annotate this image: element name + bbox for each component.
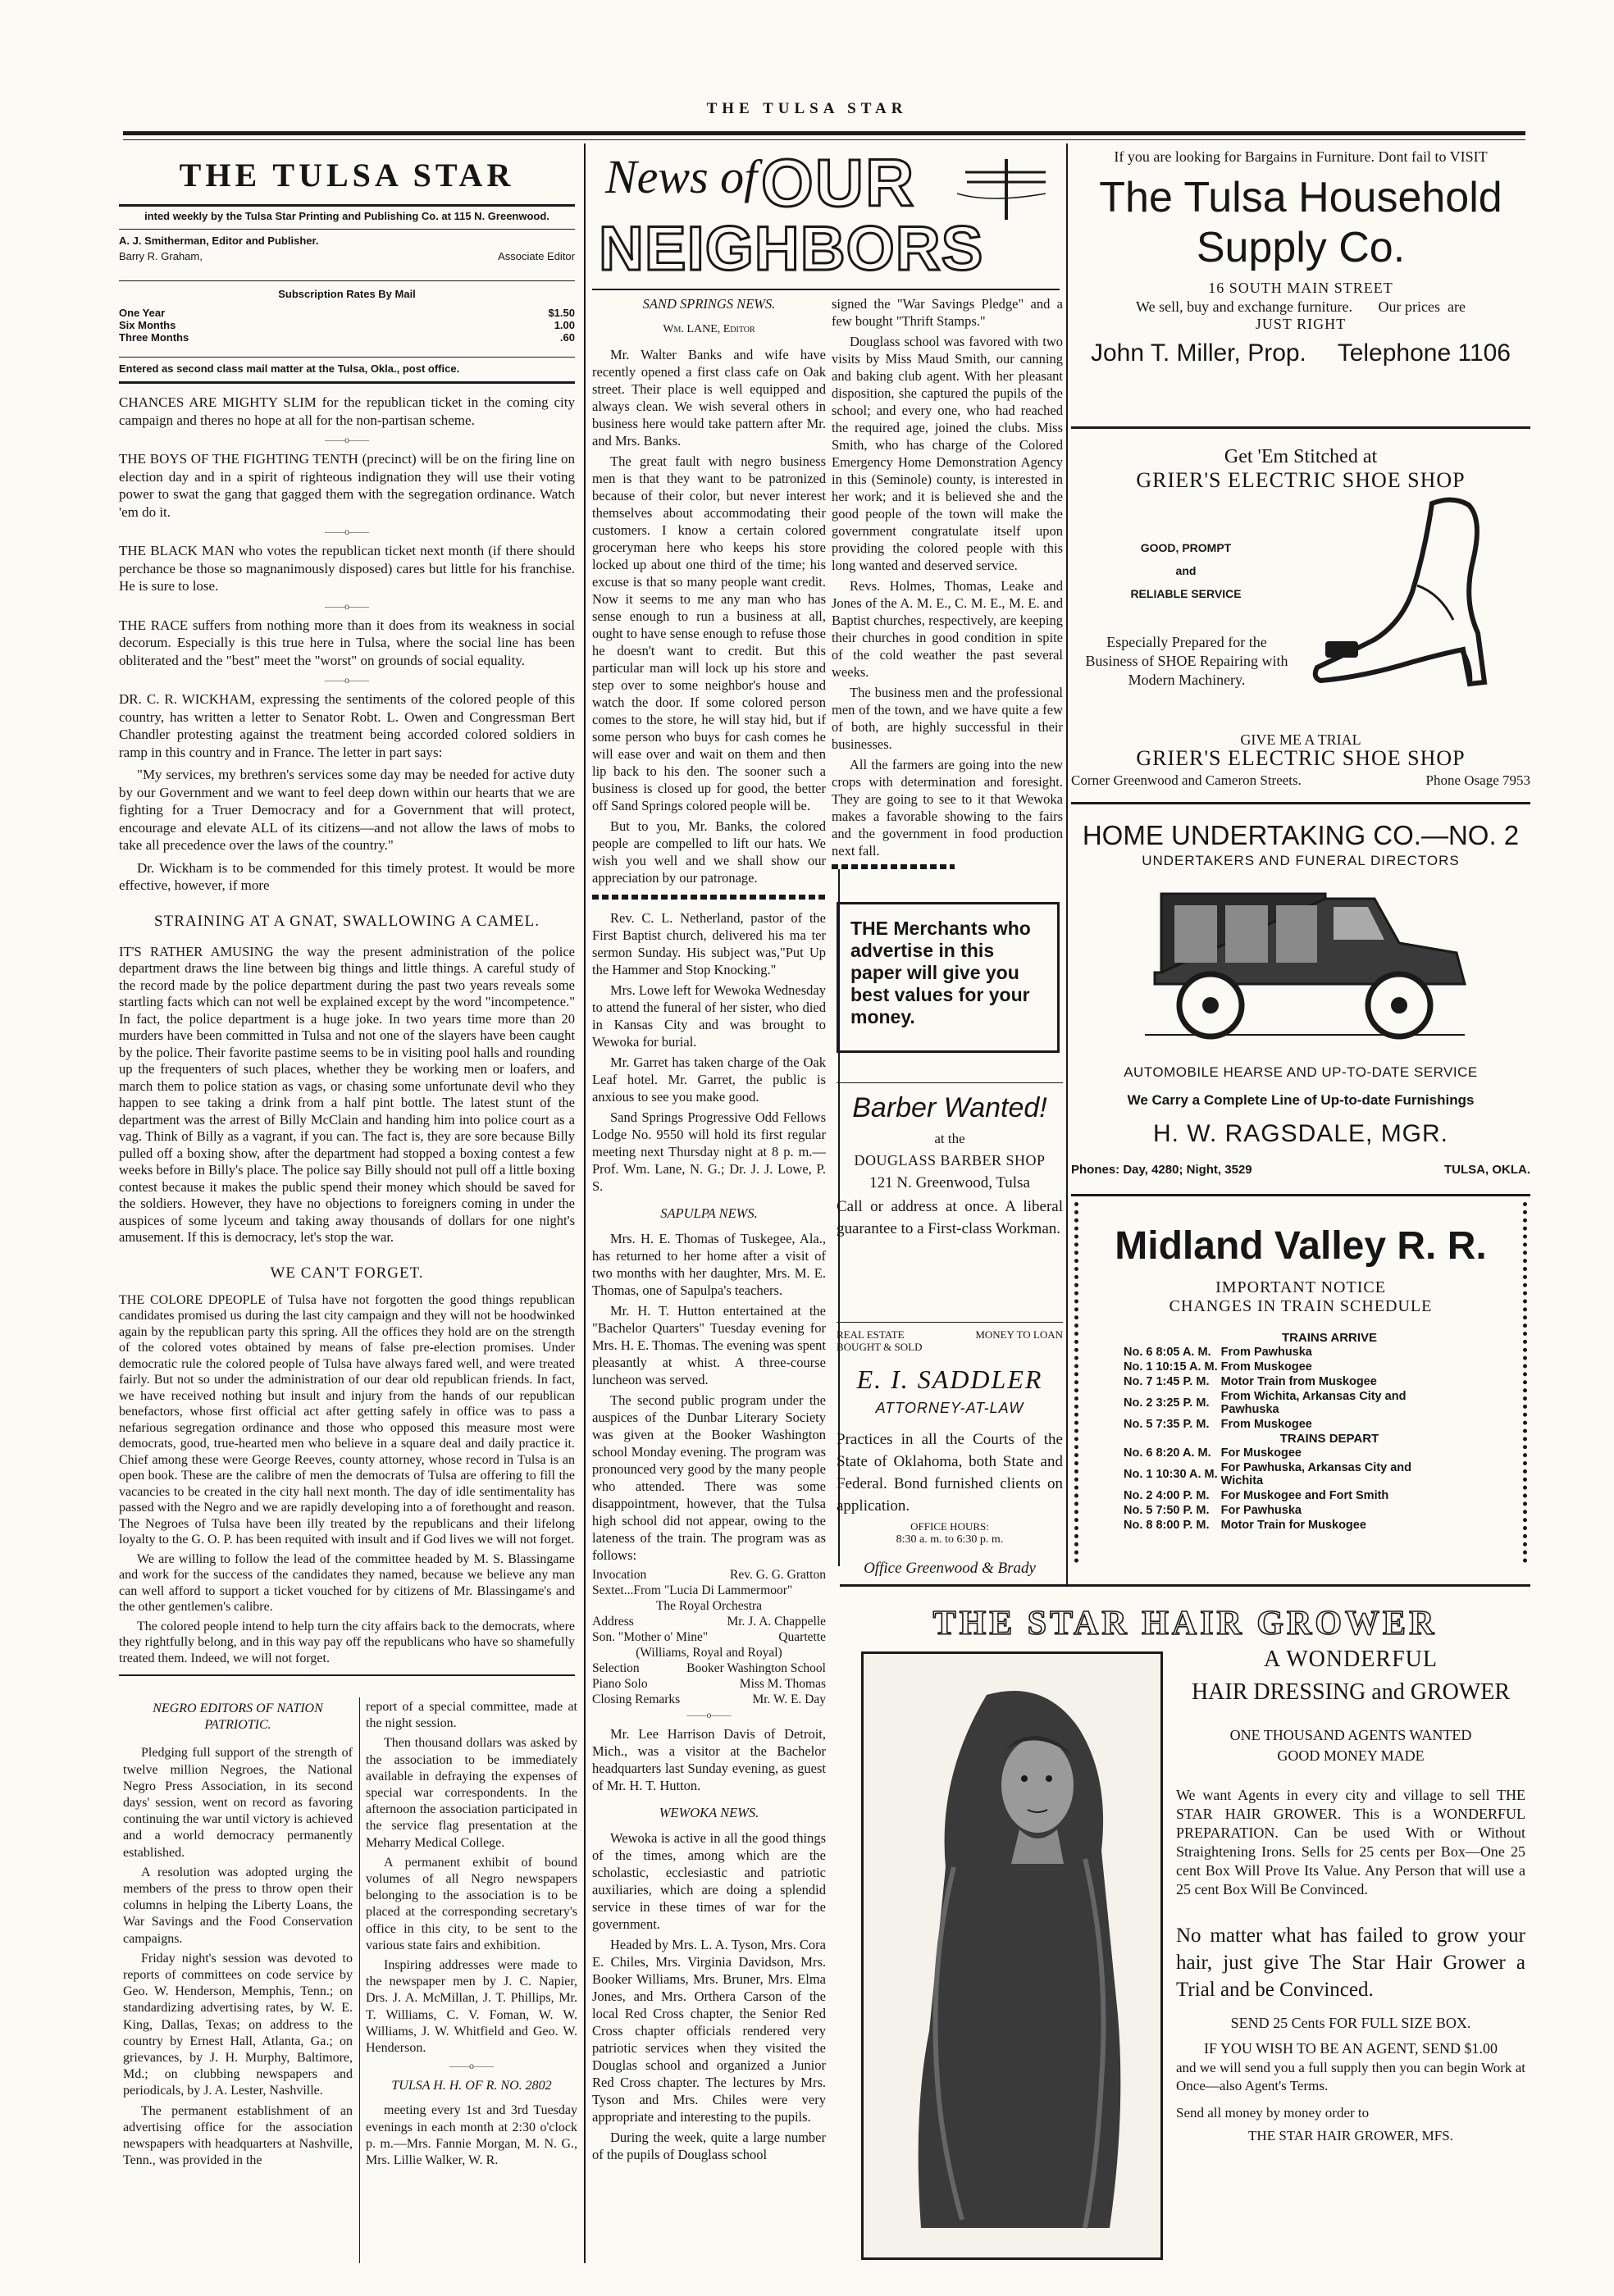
program-list: Invocation Rev. G. G. Gratton Sextet...From "Lucia Di Lammermoor" The Royal Orchestra Address Mr. J. A. Chappelle Son. "Mother o' Mine" Quartette (Williams, Royal and Royal) Selection Booker Washington School Piano Solo Miss M. Thomas Closing Remarks Mr. W. E. Day <box>592 1568 826 1706</box>
neighbors-title-neighbors: NEIGHBORS <box>599 214 984 284</box>
masthead-rule <box>119 204 575 207</box>
rate-term: One Year <box>119 307 166 319</box>
decorative-rule <box>592 895 826 900</box>
household-supply-ad: If you are looking for Bargains in Furniture. Dont fail to VISIT The Tulsa Household Supply Co. 16 SOUTH MAIN STREET We sell, buy and exchange furniture. Our prices are JUST RIGHT John T. Miller, Prop. Telephone 1106 <box>1071 144 1530 423</box>
ad-rule <box>840 1584 1530 1587</box>
shoe-icon <box>1309 495 1514 692</box>
ad-rule <box>1071 1194 1530 1196</box>
gnat-article: IT'S RATHER AMUSING the way the present administration of the police department draws the line between big things and little things. A careful study of the record made by the police department during the past two years reveals some startling facts which can not well be explained except by the word "incompetence." In fact, the police department is a huge joke. In two years time more than 20 murders have been committed in Tulsa and not one of the slayers have been caught by the police. Their favorite pastime seems to be in visiting pool halls and rounding up the frequenters of such places, whether they be working men or loafers, and march them to police station as vags, or chasing some unfortunate devil who they happen to see taking a drink from a half pint bottle. The latest stunt of the department was the arrest of Billy McClain and handing him into police court as a vag. Think of Billy as a vagrant, if you can. The fact is, they are sore because Billy pulled off a boxing show, after the department had stopped a boxing contest a few weeks before in Billy's place. The police say Billy should not pull off a little boxing contest because it makes the public spend their money which should be saved for the soldiers. However, they have no objections to foreigners coming in under the auspices of some lyceum and taking away thousands of dollars for one night's amusement. If this is democracy, let's stop the war. <box>119 943 575 1245</box>
separator <box>837 1082 1063 1083</box>
undertaking-title: HOME UNDERTAKING CO.—NO. 2 <box>1082 820 1520 850</box>
negro-editors-heading: NEGRO EDITORS OF NATION PATRIOTIC. <box>153 1702 323 1733</box>
midland-valley-ad: Midland Valley R. R. IMPORTANT NOTICE CHANGES IN TRAIN SCHEDULE TRAINS ARRIVE No. 6 8:05 A. M. From Pawhuska No. 1 10:15 A. M. From Muskogee No. 7 1:45 P. M. Motor Train from Muskogee No. 2 3:25 P. M. From Wichita, Arkansas City and Pawhuska No. 5 7:35 P. M. From Muskogee TRAINS DEPART No. 6 8:20 A. M. For Muskogee No. 1 10:30 A. M. For Pawhuska, Arkansas City and Wichita No. 2 4:00 P. M. For Muskogee and Fort Smith No. 5 7:50 P. M. For Pawhuska No. 8 8:00 P. M. Motor Train for Muskogee <box>1071 1202 1530 1596</box>
household-supply-name: The Tulsa Household <box>1099 174 1502 221</box>
forget-article: THE COLORE DPEOPLE of Tulsa have not forgotten the good things republican candidates promised us during the last city campaign and they will not be hoodwinked again by the republican party this spring. All the offices they hold are on the strength of the colored votes obtained by means of false pre-election promises. Under democratic rule the colored people of Tulsa have always fared well, and were treated fairly. But not so under the administration of our dear old republican friends. In fact, we have received nothing but insult and injury from the hands of our republican benefactors, whose first official act after getting safely in office was to pass a nefarious segregation ordinance and those who opposed this measure most were democrats, good, true-hearted men who believe in a square deal and daily practice it. Chief among these were George Reeves, county attorney, whose record in Tulsa is an open book. These are the calibre of men the democrats of Tulsa are offering to fill the vacancies to be created in the city hall next month. The day of idle sentimentality has passed with the Negro and we are rapidly developing into a of forethought and reason. The Negroes of Tulsa have been illy treated by the republicans and their lifelong loyalty to the G. O. P. has been requited with insult and if God lives we will not forget. We are willing to follow the lead of the committee headed by M. S. Blassingame and work for the success of the candidates they named, because we believe any man can well afford to support a ticket vouched for by citizens of Mr. Blassingame's and the other gentlemen's calibre. The colored people intend to help turn the city affairs back to the democrats, where they rightfully belong, and in this way pay off the republicans who have so shamefully treated them. Indeed, we will not forget. <box>119 1292 575 1665</box>
separator <box>837 1322 1063 1323</box>
dotted-border-left <box>1074 1202 1078 1563</box>
wewoka-heading: WEWOKA NEWS. <box>659 1805 759 1820</box>
masthead-title: THE TULSA STAR <box>179 157 515 194</box>
masthead-associate-name: Barry R. Graham, <box>119 250 203 262</box>
barber-title: Barber Wanted! <box>852 1092 1047 1123</box>
masthead-editor: A. J. Smitherman, Editor and Publisher. <box>119 235 319 247</box>
decorative-rule <box>832 864 955 869</box>
sapulpa-heading: SAPULPA NEWS. <box>660 1205 758 1221</box>
forget-heading: WE CAN'T FORGET. <box>270 1264 424 1282</box>
saddler-ad: REAL ESTATE BOUGHT & SOLD MONEY TO LOAN E. I. SADDLER ATTORNEY-AT-LAW Practices in all the Courts of the State of Oklahoma, both State and Federal. Bond furnished clients on application. OFFICE HOURS: 8:30 a. m. to 6:30 p. m. Office Greenwood & Brady <box>837 1328 1063 1577</box>
shoe-shop-ad: Get 'Em Stitched at GRIER'S ELECTRIC SHOE SHOP GOOD, PROMPT and RELIABLE SERVICE Especially Prepared for the Business of SHOE Repairing with Modern Machinery. GIVE ME A TRIAL GRIER'S ELECTRIC SHOE SHOP Corner Greenwood and Cameron Streets. Phone Osage 7953 <box>1071 446 1530 788</box>
undertaking-ad: HOME UNDERTAKING CO.—NO. 2 UNDERTAKERS AND FUNERAL DIRECTORS AUTOMOBILE HEARSE AND UP-TO-DATE SERVICE We Carry a Complete Line of Up-to-date Furnishings H. W. RAGSDALE, MGR. Phones: Day, 4280; Night, 3529 TULSA, OKLA. <box>1071 820 1530 1177</box>
rate-term: Three Months <box>119 331 189 344</box>
negro-editors-continued: report of a special committee, made at the night session. Then thousand dollars was asked by the association to be immediately available in defraying the expenses of special war correspondents. In the afternoon the association participated in the service flag presentation at the Meharry Medical College. A permanent exhibit of bound volumes of all Negro newspapers belonging to the association is to be placed at the corresponding secretary's office in this city, to be sent to the various state fairs and exhibition. Inspiring addresses were made to the newspaper men by J. C. Napier, Drs. J. A. McMillan, J. T. Phillips, Mr. T. Williams, C. V. Foman, W. W. Williams, J. W. Whitfield and Geo. W. Henderson. ——o—— TULSA H. H. OF R. NO. 2802 meeting every 1st and 3rd Tuesday evenings in each month at 2:30 o'clock p. m.—Mrs. Fannie Morgan, M. N. G., Mrs. Lillie Walker, W. R. <box>366 1699 577 2265</box>
masthead-published: inted weekly by the Tulsa Star Printing and Publishing Co. at 115 N. Greenwood. <box>144 210 549 222</box>
rate-term: Six Months <box>119 319 176 331</box>
rate-price: .60 <box>559 331 575 344</box>
hhof-notice: meeting every 1st and 3rd Tuesday evenings in each month at 2:30 o'clock p. m.—Mrs. Fannie Morgan, M. N. G., Mrs. Lillie Walker, W. R. <box>366 2103 577 2168</box>
hair-grower-title: THE STAR HAIR GROWER <box>932 1605 1438 1642</box>
editorial-column: THE TULSA STAR inted weekly by the Tulsa Star Printing and Publishing Co. at 115 N. Greenwood. A. J. Smitherman, Editor and Publisher. Barry R. Graham, Associate Editor Subscription Rates By Mail One Year $1.50 Six Months 1.00 Three Months .60 Entered as second class mail matter at the Tulsa, Okla., post office. CHANCES ARE MIGHTY SLIM for the republican ticket in the coming city campaign and theres no hope at all for the non-partisan scheme. ——o—— THE BOYS OF THE FIGHTING TENTH (precinct) will be on the firing line on election day and in a spirit of righteous indignation they will use their voting power to swat the gang that gagged them with the segregation ordinance. Watch 'em do it. ——o—— THE BLACK MAN who votes the republican ticket next month (if there should perchance be those so magnanimously disposed) cares but little for his franchise. He is sure to lose. ——o—— THE RACE suffers from nothing more than it does from its weakness in social decorum. Especially is this true here in Tulsa, where the social line has been obliterated and the "best" meet the "worst" on grounds of social equality. ——o—— DR. C. R. WICKHAM, expressing the sentiments of the colored people of this country, has written a letter to Senator Robt. L. Owen and Congressman Bert Chandler protesting against the treatment being accorded colored soldiers in ramp in this country and in France. The letter in part says: "My services, my brethren's services some day may be needed for active duty by our Government and we want to feel deep down within our hearts that we are fighting for a Truer Democracy and for a Government that will protect, encourage and elevate ALL of its citizens—and not allow the laws of mobs to take all precedence over the laws of the country." Dr. Wickham is to be commended for this timely protest. It would be more effective, however, if more STRAINING AT A GNAT, SWALLOWING A CAMEL. IT'S RATHER AMUSING the way the present administration of the police department draws the line between big things and little things. A careful study of the record made by the police department during the past two years reveals some startling facts which can not well be explained except by the word "incompetence." In fact, the police department is a huge joke. In two years time more than 20 murders have been committed in Tulsa and not one of the slayers have been caught by the police. Their favorite pastime seems to be in visiting pool halls and rounding up the frequenters of such places, whether they be working men or loafers, and march them to police station as vags, or chasing some unfortunate devil who they happen to see taking a drink from a half pint bottle. The latest stunt of the department was the arrest of Billy McClain and handing him into police court as a vag. Think of Billy as a vagrant, if you can. The fact is, they are sore because Billy pulled off a boxing show, after the department had stopped a boxing contest a few weeks before in Billy's place. The police say Billy should not pull off a little boxing contest because it makes the public spend their money which should be saved for the soldiers. However, they have no objections to foreigners coming in under the auspices of some lyceum and taking away thousands of dollars for one night's amusement. If this is democracy, let's stop the war. WE CAN'T FORGET. THE COLORE DPEOPLE of Tulsa have not forgotten the good things republican candidates promised us during the last city campaign and they will not be hoodwinked again by the republican party this spring. All the offices they hold are on the strength of the colored votes obtained by means of false pre-election promises. Under democratic rule the colored people of Tulsa have always fared well, and were treated fairly. But not so under the administration of our dear old republican friends. In fact, we have received nothing but insult and injury from the hands of our republican benefactors, whose first official act after getting safely in office was to pass a nefarious segregation ordinance and those who opposed this measure most were democrats, good, true-hearted men who believe in a square deal and daily practice it. Chief among these were George Reeves, county attorney, whose record in Tulsa is an open book. These are the calibre of men the democrats of Tulsa are offering to fill the vacancies to be created in the city hall next month. The day of idle sentimentality has passed with the Negro and we are rapidly developing into a of forethought and reason. The Negroes of Tulsa have been illy treated by the republicans and their lifelong loyalty to the G. O. P. has been requited with insult and if God lives we will not forget. We are willing to follow the lead of the committee headed by M. S. Blassingame and work for the success of the candidates they named, because we believe any man can well afford to support a ticket vouched for by citizens of Mr. Blassingame's and the other gentlemen's calibre. The colored people intend to help turn the city affairs back to the democrats, where they rightfully belong, and in this way pay off the republicans who have so shamefully treated them. Indeed, we will not forget. <box>119 144 575 2268</box>
rate-price: 1.00 <box>554 319 575 331</box>
masthead-associate-title: Associate Editor <box>498 250 575 262</box>
neighbors-title-our: OUR <box>761 146 916 221</box>
wickham-tail: Dr. Wickham is to be commended for this timely protest. It would be more effective, however, if more <box>119 859 575 893</box>
editorial-paragraph: THE BLACK MAN who votes the republican ticket next month (if there should perchance be those so magnanimously disposed) cares but little for his franchise. He is sure to lose. <box>119 543 575 594</box>
editorial-paragraph: THE BOYS OF THE FIGHTING TENTH (precinct) will be on the firing line on election day and in a spirit of righteous indignation they will use their voting power to swat the gang that gagged them with the segregation ordinance. Watch 'em do it. <box>119 451 576 520</box>
wickham-quote: "My services, my brethren's services some day may be needed for active duty by our Government and we want to feel deep down within our hearts that we are fighting for a Truer Democracy and for a Government that will protect, encourage and elevate ALL of its citizens—and not allow the laws of mobs to take all precedence over the laws of the country." <box>119 767 575 853</box>
dotted-border-right <box>1523 1202 1527 1563</box>
hhof-heading: TULSA H. H. OF R. NO. 2802 <box>391 2079 552 2093</box>
subscription-rates <box>119 307 575 344</box>
wewoka-news-continued: signed the "War Savings Pledge" and a few bought "Thrift Stamps." Douglass school was favored with two visits by Miss Maud Smith, our canning and baking club agent. With her pleasant disposition, she captured the pupils of the school; and every one, who had reached the required age, joined the clubs. Miss Smith, who has charge of the Colored Emergency Home Demonstration Agency in this (Seminole) county, is interested in her work; and it is believed she and the good people of the town will make the government congratulate itself upon providing the colored people with this long wanted and deserved service. Revs. Holmes, Thomas, Leake and Jones of the A. M. E., C. M. E., M. E. and Baptist churches, respectively, are keeping their churches in good condition in spite of the cold weather the past several weeks. The business men and the professional men of the town, and we have quite a few of both, are highly successful in their businesses. All the farmers are going into the new crops with determination and foresight. They are going to see to it that Wewoka makes a favorable showing to the fairs and the government in food production next fall. <box>832 295 1063 869</box>
top-rule <box>123 131 1525 135</box>
sand-springs-heading: SAND SPRINGS NEWS. <box>642 296 776 312</box>
sand-springs-news: SAND SPRINGS NEWS. Wm. LANE, Editor Mr. Walter Banks and wife have recently opened a first class cafe on Oak street. Their place is well equipped and always clean. We wish several others in business here would take pattern after Mr. and Mrs. Banks. The great fault with negro business men is that they want to be patronized because of their color, but never interest themselves about accommodating their customers. I know a certain colored groceryman here who keeps his store locked up about one third of the time; his excuse is that so many people want credit. Now it seems to me any man who has sense enough to run a business at all, ought to have sense enough to refuse those he doesn't want to credit. But this particular man will lock up his store and step over to some neighbor's house and watch the door. If some colored person comes to the store, he will stay hid, but if some person who buys for cash comes he will ease over and wait on them and then lip back to his den. The sooner such a business is closed up for good, the better off Sand Springs colored people will be. But to you, Mr. Banks, the colored people are compelled to lift our hats. We wish you well and we shall show our appreciation by our patronage. Rev. C. L. Netherland, pastor of the First Baptist church, delivered his ma ter sermon Sunday. His subject was,"Put Up the Hammer and Stop Knocking." Mrs. Lowe left for Wewoka Wednesday to attend the funeral of her sister, who died in Kansas City and was brought to Wewoka for burial. Mr. Garret has taken charge of the Oak Leaf hotel. Mr. Garret, the public is anxious to see you make good. Sand Springs Progressive Odd Fellows Lodge No. 9550 will hold its first regular meeting next Thursday night at 8 p. m.—Prof. Wm. Lane, N. G.; Dr. J. J. Lowe, P. S. SAPULPA NEWS. Mrs. H. E. Thomas of Tuskegee, Ala., has returned to her home after a visit of two months with her daughter, Mrs. M. E. Thomas, one of Sapulpa's teachers. Mr. H. T. Hutton entertained at the "Bachelor Quarters" Tuesday evening for Mrs. H. E. Thomas. The evening was spent pleasantly at whist. A three-course luncheon was served. The second public program under the auspices of the Dunbar Literary Society was given at the Booker Washington school Monday evening. The program was pronounced very good by the many people who attended. There was some disappointment, however, that the Tulsa high school did not appear, owing to the lateness of the train. The program was as follows: Invocation Rev. G. G. Gratton Sextet...From "Lucia Di Lammermoor" The Royal Orchestra Address Mr. J. A. Chappelle Son. "Mother o' Mine" Quartette (Williams, Royal and Royal) Selection Booker Washington School Piano Solo Miss M. Thomas Closing Remarks Mr. W. E. Day ——o—— Mr. Lee Harrison Davis of Detroit, Mich., was a visitor at the Bachelor headquarters last Sunday evening, as guest of Mr. H. T. Hutton. WEWOKA NEWS. Wewoka is active in all the good things of the times, among which are the scholastic, ecclesiastic and patriotic auxiliaries, which are doing a splendid service in these times of war for the government. Headed by Mrs. L. A. Tyson, Mrs. Cora E. Chiles, Mrs. Virginia Davidson, Mrs. Booker Williams, Mrs. Bruner, Mrs. Elma Jones, and Mrs. Orthera Carson of the local Red Cross chapter, the Senior Red Cross chapter officials rendered very patriotic services when they visited the Douglas school and organized a Junior Red Cross chapter. The lectures by Mrs. Tyson and Mrs. Chiles were very appropriate and interesting to the pupils. During the week, quite a large number of the pupils of Douglass school <box>592 296 826 2162</box>
ad-rule <box>1071 426 1530 429</box>
telephone-pole-icon <box>957 154 1047 220</box>
midland-title: Midland Valley R. R. <box>1115 1224 1487 1268</box>
editorial-paragraph: DR. C. R. WICKHAM, expressing the sentiments of the colored people of this country, has written a letter to Senator Robt. L. Owen and Congressman Bert Chandler protesting against the treatment being accorded colored soldiers in ramp in this country and in France. The letter in part says: <box>119 691 575 760</box>
hearse-icon <box>1128 882 1473 1043</box>
hair-portrait-frame <box>861 1651 1163 2260</box>
subscription-heading: Subscription Rates By Mail <box>278 288 416 300</box>
second-class-notice: Entered as second class mail matter at the Tulsa, Okla., post office. <box>119 362 460 375</box>
hair-grower-ad: THE STAR HAIR GROWER A WONDERFUL HAIR DRESSING and GROWER ONE THOUSAND AGENTS WANTED GOOD MONEY MADE We want Agents in every city and village to sell THE STAR HAIR GROWER. This is a WONDERFUL PREPARATION. Can be used With or Without Straightening Irons. Sells for 25 cents per Box—One 25 cent Box Will Prove Its Value. Any Person that will use a 25 cent Box Will Be Convinced. No matter what has failed to grow your hair, just give The Star Hair Grower a Trial and be Convinced. SEND 25 Cents FOR FULL SIZE BOX. IF YOU WISH TO BE AN AGENT, SEND $1.00 and we will send you a full supply then you can begin Work at Once—also Agent's Terms. Send all money by money order to THE STAR HAIR GROWER, MFS. <box>840 1591 1530 2271</box>
neighbors-title-news: News of <box>605 150 758 203</box>
neighbors-rule <box>592 289 1060 290</box>
column-rule <box>584 144 586 2263</box>
column-rule <box>1066 144 1068 1587</box>
barber-ad: Barber Wanted! at the DOUGLASS BARBER SHOP 121 N. Greenwood, Tulsa Call or address at once. A liberal guarantee to a First-class Workman. <box>837 1092 1063 1237</box>
gnat-heading: STRAINING AT A GNAT, SWALLOWING A CAMEL. <box>154 912 540 930</box>
editorial-paragraph: THE RACE suffers from nothing more than it does from its weakness in social decorum. Especially is this true here in Tulsa, where the social line has been obliterated and the "best" meet the "worst" on grounds of social equality. <box>119 617 575 668</box>
editorial-paragraph: CHANCES ARE MIGHTY SLIM for the republican ticket in the coming city campaign and theres no hope at all for the non-partisan scheme. <box>119 394 575 428</box>
ad-rule <box>1071 802 1530 804</box>
top-rule-thin <box>123 139 1525 140</box>
neighbors-title <box>592 146 1060 289</box>
running-head: THE TULSA STAR <box>706 100 908 117</box>
saddler-name: E. I. SADDLER <box>856 1364 1043 1394</box>
merchants-ad: THE Merchants who advertise in this paper will give you best values for your money. <box>837 902 1060 1053</box>
rate-price: $1.50 <box>548 307 575 319</box>
negro-editors-article: NEGRO EDITORS OF NATION PATRIOTIC. Pledging full support of the strength of twelve million Negroes, the National Negro Press Association, in its second days' session, went on record as favoring continuing the war until victory is achieved and a world democracy permanently established. A resolution was adopted urging the members of the press to throw open their columns in helping the Liberty Loans, the War Savings and the Food Conservation campaigns. Friday night's session was devoted to reports of committees on code service by Geo. W. Henderson, Memphis, Tenn.; on standardizing advertising rates, by W. E. King, Dallas, Texas; on address to the country by Ernest Hall, Atlanta, Ga.; on grievances, by J. H. Murphy, Baltimore, Md.; on clubbing newspapers and periodicals, by J. A. Lester, Nashville. The permanent establishment of an advertising office for the association newspapers with headquarters at Nashville, Tenn., was provided in the <box>123 1702 353 2168</box>
sand-springs-editor: Wm. LANE, Editor <box>663 323 755 335</box>
woman-portrait-icon <box>864 1654 1160 2257</box>
departures-table: No. 6 8:20 A. M. For Muskogee No. 1 10:30 A. M. For Pawhuska, Arkansas City and Wichita No. 2 4:00 P. M. For Muskogee and Fort Smith No. 5 7:50 P. M. For Pawhuska No. 8 8:00 P. M. Motor Train for Muskogee <box>1124 1446 1412 1532</box>
arrivals-table: No. 6 8:05 A. M. From Pawhuska No. 1 10:15 A. M. From Muskogee No. 7 1:45 P. M. Motor Train from Muskogee No. 2 3:25 P. M. From Wichita, Arkansas City and Pawhuska No. 5 7:35 P. M. From Muskogee <box>1124 1346 1407 1431</box>
